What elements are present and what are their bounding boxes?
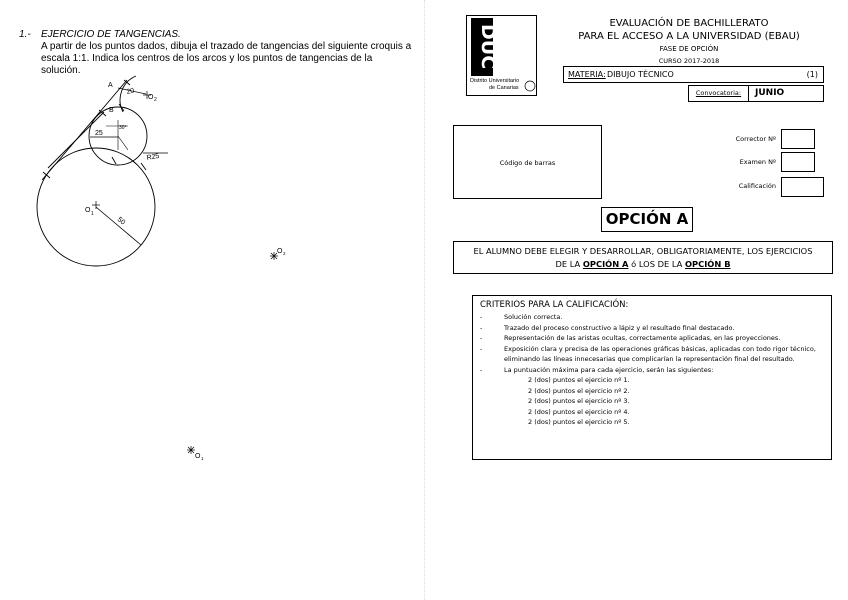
option-b-ref: OPCIÓN B [685,259,731,269]
materia-number: (1) [806,70,818,79]
instructions-mid: ó LOS DE LA [628,259,685,269]
corrector-label: Corrector Nº [735,135,776,143]
point-o2-label: O [277,248,283,255]
calificacion-field[interactable] [781,177,824,197]
label-dim-25: 25 [95,130,103,137]
criteria-item: - Representación de las aristas ocultas, correctamente aplicadas, en las proyecciones. [480,334,781,342]
points-item: 2 (dos) puntos el ejercicio nº 3. [528,397,630,405]
logo-text: DUC [477,24,499,70]
criteria-title: CRITERIOS PARA LA CALIFICACIÓN: [480,300,629,310]
exercise-number: 1.- [19,29,31,40]
instructions-box [453,241,833,274]
convocatoria-label: Convocatoria: [689,86,749,101]
label-o1-sub: 1 [91,211,94,217]
criteria-item: - La puntuación máxima para cada ejercicio, serán las siguientes: 2 (dos) puntos el ejercicio nº 1. 2 (dos) puntos el ejercicio nº 2. 2 (dos) puntos el ejercicio nº 3. 2 (dos) puntos el ejercicio nº 4. 2 (dos) puntos el ejercicio nº 5. [480,365,825,428]
header-title: EVALUACIÓN DE BACHILLERATO [609,18,769,29]
materia-value: DIBUJO TÉCNICO [607,70,674,79]
option-title: OPCIÓN A [601,207,693,232]
point-o1-sub: 1 [201,456,204,461]
points-item: 2 (dos) puntos el ejercicio nº 2. [528,386,630,395]
tangent-line-2 [48,112,104,168]
convocatoria-value: JUNIO [755,88,785,98]
label-r25: R25 [146,152,160,162]
exercise-statement: A partir de los puntos dados, dibuja el trazado de tangencias del siguiente croquis a escala 1:1. Indica los centros de los arcos y los puntos de tangencias de la solución. [41,41,412,76]
criteria-list [480,312,825,428]
label-o2-sub: 2 [154,97,157,103]
point-o1-label: O [195,453,201,460]
option-a-ref: OPCIÓN A [582,259,629,269]
point-o1-marker [187,446,195,454]
instructions-line-2 [454,258,832,271]
points-item: 2 (dos) puntos el ejercicio nº 4. [528,407,630,416]
examen-field[interactable] [781,152,815,172]
header-course: CURSO 2017-2018 [658,57,720,65]
points-list [504,375,825,428]
barcode-box: Código de barras [453,125,602,199]
duc-logo [466,15,537,96]
label-dim-20: 20 [125,87,136,96]
header-subtitle: PARA EL ACCESO A LA UNIVERSIDAD (EBAU) [578,31,800,42]
logo-caption-1: Distrito Universitario [470,78,520,84]
duc-logo-graphic [467,16,536,95]
label-b: B [109,107,114,114]
angle-line [118,136,128,150]
header-phase: FASE DE OPCIÓN [659,45,719,53]
tick [141,163,146,170]
label-a: A [108,82,113,89]
exercise-title: EJERCICIO DE TANGENCIAS. [41,29,181,40]
tick [112,157,116,164]
label-o1: O [85,207,91,214]
logo-seal [525,81,535,91]
convocatoria-box [688,85,824,102]
logo-caption-2: de Canarias [489,85,519,91]
instructions-pre: DE LA [555,259,583,269]
corrector-field[interactable] [781,129,815,149]
examen-label: Examen Nº [739,158,776,166]
instructions-line-1: EL ALUMNO DEBE ELEGIR Y DESARROLLAR, OBLIGATORIAMENTE, LOS EJERCICIOS [473,246,813,256]
label-o2: O [148,94,154,101]
calificacion-label: Calificación [738,182,776,190]
criteria-item: - Trazado del proceso constructivo a lápiz y el resultado final destacado. [480,323,735,332]
criteria-item: - Solución correcta. [480,313,563,321]
points-item: 2 (dos) puntos el ejercicio nº 5. [528,418,630,426]
page-divider [424,0,425,600]
radius-50 [96,207,141,245]
points-item: 2 (dos) puntos el ejercicio nº 1. [528,376,630,384]
materia-box [563,66,824,83]
label-dim-50: 50 [115,216,127,227]
point-o2-sub: 2 [283,251,286,256]
criteria-item: - Exposición clara y precisa de las operaciones gráficas básicas, aplicadas con todo rigor técnico, eliminando las líneas innecesarias que complicarían la representación final del resultado. [480,344,816,363]
label-angle: 30° [119,125,127,131]
criteria-box [472,295,832,460]
materia-label: MATERIA: [568,70,606,79]
